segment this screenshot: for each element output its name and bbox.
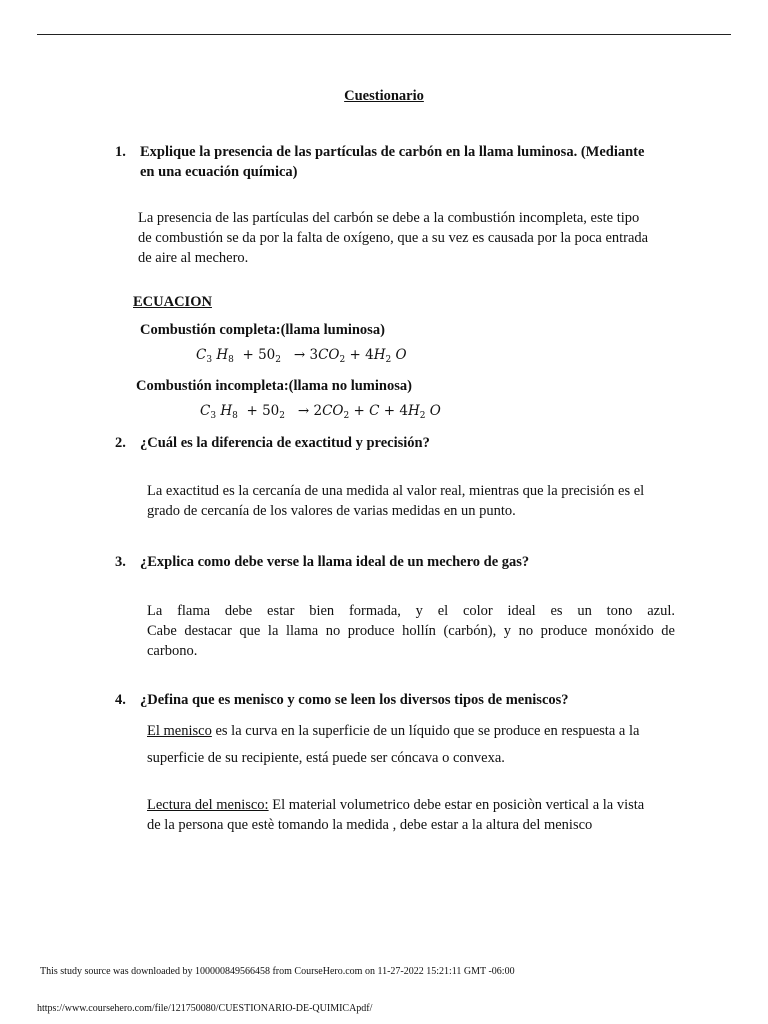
top-rule [37, 34, 731, 35]
question-number: 2. [115, 435, 126, 451]
question-text: ¿Defina que es menisco y como se leen los diversos tipos de meniscos? [140, 692, 569, 708]
section-heading: ECUACION [133, 294, 212, 310]
question-number: 1. [115, 144, 126, 160]
download-notice: This study source was downloaded by 100000849566458 from CourseHero.com on 11-27-2022 15:21:11 GMT -06:00 [40, 966, 515, 977]
reading-paragraph: Lectura del menisco: El material volumetrico debe estar en posiciòn vertical a la vista de la persona que estè tomando la medida , debe estar a la altura del menisco [147, 797, 645, 833]
definition-paragraph: El menisco es la curva en la superficie de un líquido que se produce en respuesta a la superficie de su recipiente, está puede ser cóncava o convexa. [147, 723, 640, 766]
question-number: 3. [115, 554, 126, 570]
answer-paragraph: La presencia de las partículas del carbón se debe a la combustión incompleta, este tipo de combustión se da por la falta de oxígeno, que a su vez es causada por la poca entrada de aire al mechero. [138, 210, 649, 266]
chemical-equation-complete: $C_3$ $H_8 + 50_2$ → $3CO_2 + 4H_2$ O [196, 347, 407, 365]
underlined-term: Lectura del menisco: [147, 797, 269, 813]
equation-label: Combustión completa:(llama luminosa) [140, 322, 385, 338]
question-text: ¿Explica como debe verse la llama ideal de un mechero de gas? [140, 554, 530, 570]
answer-paragraph: La flama debe estar bien formada, y el color ideal es un tono azul. Cabe destacar que la llama no produce hollín (carbón), y no produce monóxido de carbono. [147, 603, 675, 659]
answer-paragraph: La exactitud es la cercanía de una medida al valor real, mientras que la precisión es el grado de cercanía de los valores de varias medidas en un punto. [147, 483, 645, 519]
underlined-term: El menisco [147, 723, 212, 739]
page-title: Cuestionario [344, 88, 424, 104]
equation-label: Combustión incompleta:(llama no luminosa) [136, 378, 412, 394]
question-number: 4. [115, 692, 126, 708]
question-text: Explique la presencia de las partículas de carbón en la llama luminosa. (Mediante en una ecuación química) [140, 144, 645, 180]
chemical-equation-incomplete: $C_3$ $H_8 + 50_2$ → $2CO_2 + C + 4H_2$ O [200, 403, 441, 421]
question-text: ¿Cuál es la diferencia de exactitud y precisión? [140, 435, 430, 451]
source-url[interactable]: https://www.coursehero.com/file/121750080/CUESTIONARIO-DE-QUIMICApdf/ [37, 1003, 373, 1014]
